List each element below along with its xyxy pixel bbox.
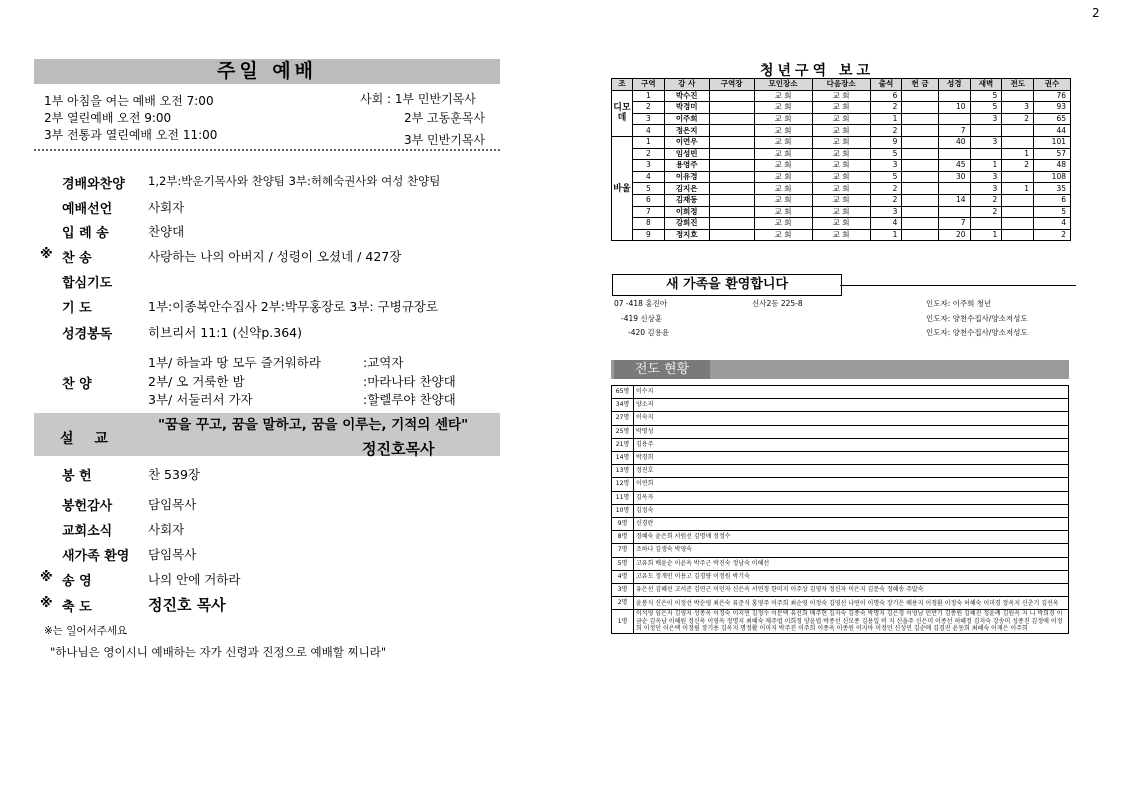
report-cell: 57 bbox=[1034, 148, 1071, 160]
order-value-prayer: 1부:이종복안수집사 2부:박무홍장로 3부: 구병규장로 bbox=[148, 299, 438, 314]
report-cell bbox=[1002, 206, 1034, 218]
evangelism-names: 정혜숙 윤은희 서원선 김명애 정정수 bbox=[634, 531, 1069, 544]
scripture-verse: "하나님은 영이시니 예배하는 자가 신령과 진정으로 예배할 찌니라" bbox=[50, 645, 387, 659]
order-label-new-family: 새가족 환영 bbox=[62, 549, 130, 564]
report-cell bbox=[709, 218, 754, 230]
report-cell bbox=[938, 148, 970, 160]
report-cell: 3 bbox=[633, 113, 665, 125]
report-cell bbox=[709, 160, 754, 172]
report-cell bbox=[902, 183, 938, 195]
report-cell: 45 bbox=[938, 160, 970, 172]
report-cell: 44 bbox=[1034, 125, 1071, 137]
report-row bbox=[612, 148, 1071, 160]
report-cell: 이주희 bbox=[664, 113, 709, 125]
report-cell: 7 bbox=[938, 218, 970, 230]
stand-note: ※는 일어서주세요 bbox=[44, 625, 128, 637]
welcome-title: 새 가족을 환영합니다 bbox=[612, 274, 842, 296]
col-header: 헌 금 bbox=[902, 79, 938, 91]
report-cell bbox=[902, 194, 938, 206]
report-row bbox=[612, 113, 1071, 125]
report-cell: 교 회 bbox=[754, 183, 812, 195]
report-cell: 교 회 bbox=[754, 229, 812, 241]
report-cell: 2 bbox=[870, 125, 902, 137]
order-label-benediction: 축 도 bbox=[62, 600, 92, 615]
report-cell: 김지은 bbox=[664, 183, 709, 195]
report-cell: 9 bbox=[633, 229, 665, 241]
evangelism-names: 이연희 bbox=[634, 478, 1069, 491]
col-header: 강 사 bbox=[664, 79, 709, 91]
report-cell: 35 bbox=[1034, 183, 1071, 195]
report-cell: 101 bbox=[1034, 136, 1071, 148]
report-cell: 108 bbox=[1034, 171, 1071, 183]
report-cell bbox=[938, 206, 970, 218]
report-cell: 교 회 bbox=[812, 171, 870, 183]
report-cell: 교 회 bbox=[812, 183, 870, 195]
evangelism-table bbox=[611, 385, 1069, 634]
evangelism-row bbox=[612, 531, 1069, 544]
order-value-hymn: 사랑하는 나의 아버지 / 성령이 오셨네 / 427장 bbox=[148, 249, 402, 264]
leader-3: 3부 민반기목사 bbox=[404, 133, 486, 147]
report-cell bbox=[902, 148, 938, 160]
report-cell: 교 회 bbox=[754, 113, 812, 125]
report-row bbox=[612, 194, 1071, 206]
report-cell: 20 bbox=[938, 229, 970, 241]
report-cell: 교 회 bbox=[754, 194, 812, 206]
evangelism-count: 7명 bbox=[612, 544, 634, 557]
report-cell: 1 bbox=[633, 90, 665, 102]
report-cell bbox=[709, 194, 754, 206]
evangelism-names: 이수지 bbox=[634, 386, 1069, 399]
report-row bbox=[612, 102, 1071, 114]
report-cell: 10 bbox=[938, 102, 970, 114]
report-row bbox=[612, 206, 1071, 218]
report-cell bbox=[709, 171, 754, 183]
report-cell: 3 bbox=[1002, 102, 1034, 114]
report-cell: 교 회 bbox=[812, 194, 870, 206]
order-label-offering-thanks: 봉헌감사 bbox=[62, 499, 113, 514]
report-cell bbox=[902, 160, 938, 172]
order-label-praise-worship: 경배와찬양 bbox=[62, 177, 125, 192]
report-cell: 이유경 bbox=[664, 171, 709, 183]
report-cell: 교 회 bbox=[812, 206, 870, 218]
evangelism-row bbox=[612, 504, 1069, 517]
evangelism-row bbox=[612, 491, 1069, 504]
report-cell: 5 bbox=[970, 90, 1002, 102]
report-cell: 4 bbox=[633, 125, 665, 137]
report-cell: 2 bbox=[870, 102, 902, 114]
report-cell: 이희정 bbox=[664, 206, 709, 218]
order-label-hymn: 찬 송 bbox=[62, 251, 92, 266]
report-cell: 3 bbox=[970, 171, 1002, 183]
report-cell: 7 bbox=[938, 125, 970, 137]
order-value-doxology: 나의 안에 거하라 bbox=[148, 572, 241, 587]
col-header: 구역 bbox=[633, 79, 665, 91]
evangelism-names: 이석영 임은지 김영지 성종옥 이정숙 이지연 김정수 이문택 유선희 배주현 김지숙 김종숙 박명지 김은경 이영남 민반기 김종원 김혜진 정윤례 김원옥 지 니 박희경 이금순 김옥남 이혜원 정신옥 이영옥 정명지 최혜숙 제주엽 이희정 양윤엽 박종선 신모종 김용일 비 지 신을주 신은미 이종선 허혜정 김지숙 강송미 성종진 김정애 이정희 이정인 이은택 이정필 장기용 김옥지 명정활 이미지 박주진 이주희 이종옥 이종원 이지아 이정민 신성민 김순애 김경진 윤동희 최혜숙 이재은 이주희 bbox=[634, 610, 1069, 634]
order-label-prayer: 기 도 bbox=[62, 301, 92, 316]
evangelism-names: 유은선 김혜선 고서준 김연근 이인자 신은옥 서연정 한미지 이주상 김영자 정신자 이은지 김문숙 정혜송 주말숙 bbox=[634, 584, 1069, 597]
report-cell: 6 bbox=[1034, 194, 1071, 206]
report-cell: 박경미 bbox=[664, 102, 709, 114]
report-cell: 48 bbox=[1034, 160, 1071, 172]
report-cell: 2 bbox=[1034, 229, 1071, 241]
col-header: 성경 bbox=[938, 79, 970, 91]
report-cell: 8 bbox=[633, 218, 665, 230]
report-row bbox=[612, 183, 1071, 195]
report-cell: 5 bbox=[970, 102, 1002, 114]
sermon-preacher: 정진호목사 bbox=[362, 440, 435, 458]
group-name: 바울 bbox=[612, 136, 633, 240]
report-row bbox=[612, 160, 1071, 172]
leader-1: 사회 : 1부 민반기목사 bbox=[360, 92, 476, 106]
evangelism-title: 전도 현황 bbox=[614, 360, 710, 379]
report-cell: 6 bbox=[870, 90, 902, 102]
praise-choir-1: :교역자 bbox=[363, 355, 404, 370]
praise-label: 찬 양 bbox=[62, 377, 92, 392]
report-cell bbox=[902, 102, 938, 114]
order-value-benediction: 정진호 목사 bbox=[148, 596, 226, 614]
service-1: 1부 아침을 여는 예배 오전 7:00 bbox=[44, 94, 214, 108]
report-cell bbox=[1002, 194, 1034, 206]
evangelism-count: 11명 bbox=[612, 491, 634, 504]
evangelism-row bbox=[612, 544, 1069, 557]
report-cell: 교 회 bbox=[812, 148, 870, 160]
evangelism-count: 4명 bbox=[612, 570, 634, 583]
report-cell: 5 bbox=[633, 183, 665, 195]
report-cell: 3 bbox=[970, 136, 1002, 148]
report-cell: 3 bbox=[970, 183, 1002, 195]
evangelism-names: 고유도 정개민 이용고 김경량 이정원 박기숙 bbox=[634, 570, 1069, 583]
report-row bbox=[612, 218, 1071, 230]
evangelism-count: 1명 bbox=[612, 610, 634, 634]
report-row bbox=[612, 90, 1071, 102]
report-cell: 교 회 bbox=[754, 218, 812, 230]
evangelism-names: 정진호 bbox=[634, 465, 1069, 478]
welcome-row-1-b: 신사2동 225-8 bbox=[752, 299, 803, 308]
report-cell: 교 회 bbox=[812, 136, 870, 148]
report-cell bbox=[709, 90, 754, 102]
report-cell: 박수진 bbox=[664, 90, 709, 102]
report-cell: 임성빈 bbox=[664, 148, 709, 160]
report-cell bbox=[1002, 218, 1034, 230]
report-cell: 7 bbox=[633, 206, 665, 218]
report-cell: 1 bbox=[1002, 148, 1034, 160]
report-cell bbox=[970, 148, 1002, 160]
evangelism-count: 12명 bbox=[612, 478, 634, 491]
report-cell bbox=[1002, 136, 1034, 148]
praise-song-2: 2부/ 오 거룩한 밤 bbox=[148, 374, 245, 389]
order-label-scripture: 성경봉독 bbox=[62, 327, 113, 342]
report-cell: 2 bbox=[870, 183, 902, 195]
report-cell bbox=[902, 113, 938, 125]
group-name: 디모데 bbox=[612, 90, 633, 136]
sermon-title: "꿈을 꾸고, 꿈을 말하고, 꿈을 이루는, 기적의 센타" bbox=[158, 417, 469, 433]
report-cell: 교 회 bbox=[812, 160, 870, 172]
evangelism-names: 양소저 bbox=[634, 399, 1069, 412]
report-cell: 이연우 bbox=[664, 136, 709, 148]
report-cell: 교 회 bbox=[754, 148, 812, 160]
evangelism-names: 이숙지 bbox=[634, 412, 1069, 425]
report-cell: 1 bbox=[633, 136, 665, 148]
col-header: 다음장소 bbox=[812, 79, 870, 91]
report-cell: 4 bbox=[1034, 218, 1071, 230]
report-cell: 용영주 bbox=[664, 160, 709, 172]
report-cell: 5 bbox=[870, 148, 902, 160]
report-cell: 6 bbox=[633, 194, 665, 206]
evangelism-row bbox=[612, 518, 1069, 531]
report-cell bbox=[902, 218, 938, 230]
evangelism-count: 27명 bbox=[612, 412, 634, 425]
evangelism-count: 21명 bbox=[612, 438, 634, 451]
evangelism-count: 2명 bbox=[612, 597, 634, 610]
report-cell: 교 회 bbox=[754, 160, 812, 172]
report-cell: 강희진 bbox=[664, 218, 709, 230]
report-table bbox=[611, 78, 1071, 241]
report-cell: 교 회 bbox=[812, 113, 870, 125]
order-value-offering: 찬 539장 bbox=[148, 467, 200, 482]
report-cell: 5 bbox=[1034, 206, 1071, 218]
report-cell: 9 bbox=[870, 136, 902, 148]
report-cell bbox=[902, 171, 938, 183]
evangelism-names: 김정숙 bbox=[634, 504, 1069, 517]
order-value-news: 사회자 bbox=[148, 522, 185, 537]
report-cell bbox=[709, 206, 754, 218]
report-cell: 1 bbox=[970, 160, 1002, 172]
order-label-prayer-together: 합심기도 bbox=[62, 276, 113, 291]
report-cell bbox=[970, 218, 1002, 230]
report-cell bbox=[709, 136, 754, 148]
report-cell: 3 bbox=[970, 113, 1002, 125]
report-row bbox=[612, 125, 1071, 137]
evangelism-count: 65명 bbox=[612, 386, 634, 399]
evangelism-row bbox=[612, 610, 1069, 634]
report-cell: 정은지 bbox=[664, 125, 709, 137]
report-cell: 교 회 bbox=[754, 90, 812, 102]
report-cell: 2 bbox=[970, 206, 1002, 218]
report-cell: 교 회 bbox=[754, 171, 812, 183]
evangelism-names: 고유희 배윤순 이윤옥 박주근 박진숙 정남숙 이혜선 bbox=[634, 557, 1069, 570]
stand-mark: ※ bbox=[40, 570, 53, 585]
report-cell: 교 회 bbox=[812, 90, 870, 102]
report-cell bbox=[902, 136, 938, 148]
report-cell bbox=[1002, 90, 1034, 102]
report-cell: 1 bbox=[970, 229, 1002, 241]
report-cell bbox=[938, 183, 970, 195]
leader-2: 2부 고동훈목사 bbox=[404, 111, 486, 125]
sermon-label: 설 교 bbox=[60, 431, 116, 447]
evangelism-row bbox=[612, 478, 1069, 491]
praise-song-1: 1부/ 하늘과 땅 모두 즐거워하라 bbox=[148, 355, 321, 370]
order-value-scripture: 히브리서 11:1 (신약p.364) bbox=[148, 325, 302, 340]
evangelism-row bbox=[612, 425, 1069, 438]
evangelism-names: 윤봉식 신은이 이정선 박순영 최은숙 류준식 홍영주 이주희 최순영 이정숙 김영선 나연이 이명숙 장기은 배용지 이청환 이정숙 허혜숙 이미경 장옥지 신춘기 김선옥 bbox=[634, 597, 1069, 610]
order-value-new-family: 담임목사 bbox=[148, 547, 197, 562]
evangelism-row bbox=[612, 386, 1069, 399]
report-cell: 교 회 bbox=[754, 206, 812, 218]
evangelism-names: 신경란 bbox=[634, 518, 1069, 531]
report-cell bbox=[709, 102, 754, 114]
col-header: 전도 bbox=[1002, 79, 1034, 91]
report-cell bbox=[1002, 171, 1034, 183]
order-value-praise-worship: 1,2부:박운기목사와 찬양팀 3부:허혜숙권사와 여성 찬양팀 bbox=[148, 174, 441, 188]
report-cell: 2 bbox=[633, 148, 665, 160]
divider bbox=[34, 149, 500, 151]
report-cell: 2 bbox=[870, 194, 902, 206]
evangelism-row bbox=[612, 557, 1069, 570]
report-cell: 1 bbox=[1002, 183, 1034, 195]
report-cell bbox=[902, 206, 938, 218]
report-cell: 교 회 bbox=[754, 125, 812, 137]
report-cell bbox=[709, 148, 754, 160]
report-cell: 교 회 bbox=[754, 136, 812, 148]
col-header: 모인장소 bbox=[754, 79, 812, 91]
welcome-rule bbox=[840, 285, 1076, 286]
welcome-row-2-a: -419 신상훈 bbox=[621, 314, 663, 323]
col-header: 새벽 bbox=[970, 79, 1002, 91]
report-cell: 교 회 bbox=[812, 125, 870, 137]
welcome-row-3-a: -420 김용윤 bbox=[628, 328, 670, 337]
order-label-doxology: 송 영 bbox=[62, 574, 92, 589]
report-cell: 교 회 bbox=[812, 218, 870, 230]
stand-mark: ※ bbox=[40, 247, 53, 262]
service-3: 3부 전통과 열린예배 오전 11:00 bbox=[44, 128, 218, 142]
report-cell: 4 bbox=[870, 218, 902, 230]
order-value-declaration: 사회자 bbox=[148, 200, 185, 215]
col-header: 출석 bbox=[870, 79, 902, 91]
col-header: 조 bbox=[612, 79, 633, 91]
report-cell: 2 bbox=[1002, 160, 1034, 172]
evangelism-count: 34명 bbox=[612, 399, 634, 412]
order-value-entrance: 찬양대 bbox=[148, 224, 185, 239]
report-row bbox=[612, 229, 1071, 241]
evangelism-row bbox=[612, 438, 1069, 451]
service-2: 2부 열린예배 오전 9:00 bbox=[44, 111, 172, 125]
report-cell bbox=[902, 90, 938, 102]
stand-mark: ※ bbox=[40, 596, 53, 611]
report-cell: 40 bbox=[938, 136, 970, 148]
report-row bbox=[612, 136, 1071, 148]
report-cell: 65 bbox=[1034, 113, 1071, 125]
evangelism-names: 박경희 bbox=[634, 452, 1069, 465]
evangelism-row bbox=[612, 584, 1069, 597]
col-header: 권수 bbox=[1034, 79, 1071, 91]
evangelism-count: 8명 bbox=[612, 531, 634, 544]
report-cell bbox=[938, 113, 970, 125]
report-cell bbox=[938, 90, 970, 102]
report-cell bbox=[709, 229, 754, 241]
report-cell bbox=[1002, 229, 1034, 241]
report-cell bbox=[709, 113, 754, 125]
col-header: 구역장 bbox=[709, 79, 754, 91]
report-cell bbox=[1002, 125, 1034, 137]
report-cell bbox=[709, 125, 754, 137]
evangelism-row bbox=[612, 465, 1069, 478]
evangelism-count: 10명 bbox=[612, 504, 634, 517]
report-cell: 4 bbox=[633, 171, 665, 183]
report-cell bbox=[902, 125, 938, 137]
praise-song-3: 3부/ 서둘러서 가자 bbox=[148, 392, 253, 407]
praise-choir-3: :할렐루야 찬양대 bbox=[363, 392, 456, 407]
report-cell: 2 bbox=[633, 102, 665, 114]
evangelism-row bbox=[612, 570, 1069, 583]
report-cell: 76 bbox=[1034, 90, 1071, 102]
welcome-row-3-c: 인도자: 양천수집사/양소저성도 bbox=[926, 328, 1028, 337]
welcome-row-2-c: 인도자: 양천수집사/양소저성도 bbox=[926, 314, 1028, 323]
evangelism-count: 3명 bbox=[612, 584, 634, 597]
report-cell: 교 회 bbox=[812, 229, 870, 241]
report-cell: 2 bbox=[1002, 113, 1034, 125]
report-cell: 3 bbox=[633, 160, 665, 172]
praise-choir-2: :마라나타 찬양대 bbox=[363, 374, 456, 389]
order-label-offering: 봉 헌 bbox=[62, 469, 92, 484]
report-cell: 93 bbox=[1034, 102, 1071, 114]
evangelism-names: 조하나 김생숙 박영숙 bbox=[634, 544, 1069, 557]
order-value-offering-thanks: 담임목사 bbox=[148, 497, 197, 512]
evangelism-names: 김옥자 bbox=[634, 491, 1069, 504]
report-cell: 김재동 bbox=[664, 194, 709, 206]
evangelism-count: 13명 bbox=[612, 465, 634, 478]
report-cell: 14 bbox=[938, 194, 970, 206]
evangelism-count: 9명 bbox=[612, 518, 634, 531]
welcome-row-1-c: 인도자: 이주희 청년 bbox=[926, 299, 992, 308]
order-label-declaration: 예배선언 bbox=[62, 202, 113, 217]
evangelism-row bbox=[612, 412, 1069, 425]
evangelism-row bbox=[612, 452, 1069, 465]
report-cell: 3 bbox=[870, 160, 902, 172]
report-cell: 30 bbox=[938, 171, 970, 183]
report-cell: 정지호 bbox=[664, 229, 709, 241]
report-cell: 2 bbox=[970, 194, 1002, 206]
evangelism-names: 박명성 bbox=[634, 425, 1069, 438]
report-cell: 3 bbox=[870, 206, 902, 218]
report-cell bbox=[902, 229, 938, 241]
evangelism-row bbox=[612, 597, 1069, 610]
report-title: 청년구역 보고 bbox=[760, 63, 875, 79]
page-number: 2 bbox=[1092, 6, 1100, 20]
evangelism-names: 김용주 bbox=[634, 438, 1069, 451]
report-cell: 교 회 bbox=[754, 102, 812, 114]
report-cell: 5 bbox=[870, 171, 902, 183]
order-label-entrance: 입 례 송 bbox=[62, 226, 109, 241]
report-cell: 교 회 bbox=[812, 102, 870, 114]
report-cell bbox=[970, 125, 1002, 137]
welcome-row-1-a: 07 -418 홍진아 bbox=[614, 299, 668, 308]
report-row bbox=[612, 171, 1071, 183]
report-cell bbox=[709, 183, 754, 195]
report-cell: 1 bbox=[870, 229, 902, 241]
evangelism-row bbox=[612, 399, 1069, 412]
worship-title: 주일 예배 bbox=[34, 59, 500, 84]
evangelism-count: 5명 bbox=[612, 557, 634, 570]
report-cell: 1 bbox=[870, 113, 902, 125]
evangelism-count: 25명 bbox=[612, 425, 634, 438]
evangelism-count: 14명 bbox=[612, 452, 634, 465]
order-label-news: 교회소식 bbox=[62, 524, 113, 539]
